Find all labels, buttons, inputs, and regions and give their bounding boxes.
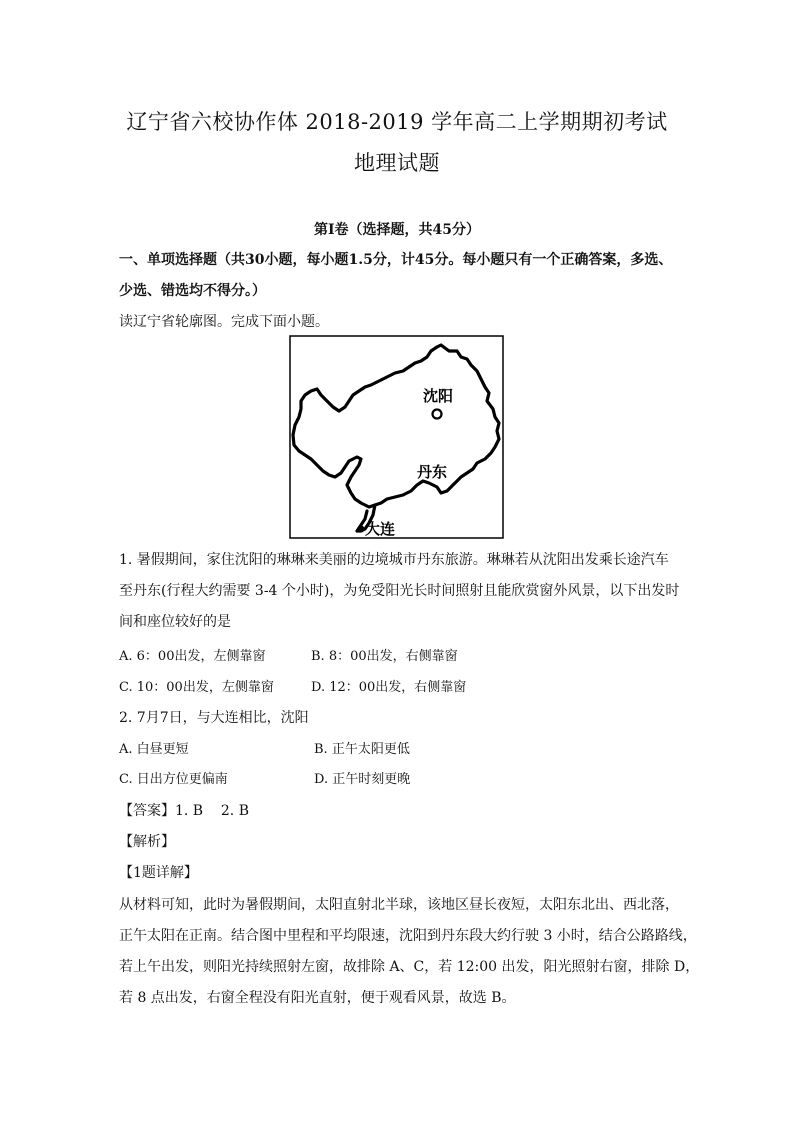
document-title: 辽宁省六校协作体 2018-2019 学年高二上学期期初考试 <box>126 110 668 134</box>
question-1-line-3: 间和座位较好的是 <box>119 614 231 630</box>
detail-heading: 【1题详解】 <box>119 865 198 881</box>
question-1-option-b: B. 8：00出发，右侧靠窗 <box>311 649 458 664</box>
explanation-line-1: 从材料可知，此时为暑假期间，太阳直射北半球，该地区昼长夜短，太阳东北出、西北落， <box>119 897 679 913</box>
dandong-label: 丹东 <box>417 463 448 481</box>
liaoning-outline-map <box>289 335 504 539</box>
question-2-option-a: A. 白昼更短 <box>119 742 189 757</box>
instructions-line-1: 一、单项选择题（共30小题，每小题1.5分，计45分。每小题只有一个正确答案，多选、 <box>119 252 673 268</box>
explanation-line-3: 若上午出发，则阳光持续照射左窗，故排除 A、C，若 12:00 出发，阳光照射右窗，排除 D， <box>119 959 700 975</box>
question-1-option-d: D. 12：00出发，右侧靠窗 <box>311 680 467 695</box>
question-1-option-c: C. 10：00出发，左侧靠窗 <box>119 680 274 695</box>
question-2-option-c: C. 日出方位更偏南 <box>119 772 228 787</box>
answer-line: 【答案】1. B 2. B <box>119 803 249 819</box>
question-1-option-a: A. 6：00出发，左侧靠窗 <box>119 649 266 664</box>
question-1-line-2: 至丹东(行程大约需要 3-4 个小时)，为免受阳光长时间照射且能欣赏窗外风景，以下出发时 <box>119 583 680 599</box>
instructions-line-2: 少选、错选均不得分。） <box>119 283 266 299</box>
shenyang-label: 沈阳 <box>423 387 454 405</box>
explanation-line-4: 若 8 点出发，右窗全程没有阳光直射，便于观看风景，故选 B。 <box>119 990 516 1006</box>
dalian-marker <box>358 526 365 533</box>
question-2-option-b: B. 正午太阳更低 <box>314 742 410 757</box>
question-2-option-d: D. 正午时刻更晚 <box>314 772 411 787</box>
question-2-line-1: 2. 7月7日，与大连相比，沈阳 <box>119 710 309 726</box>
map-intro: 读辽宁省轮廓图。完成下面小题。 <box>119 314 329 330</box>
analysis-heading: 【解析】 <box>119 834 175 850</box>
document-subtitle: 地理试题 <box>354 151 440 175</box>
explanation-line-2: 正午太阳在正南。结合图中里程和平均限速，沈阳到丹东段大约行驶 3 小时，结合公路路线， <box>119 928 697 944</box>
section-title: 第Ⅰ卷（选择题，共45分） <box>313 222 481 238</box>
dalian-label: 大连 <box>365 520 396 538</box>
shenyang-marker <box>433 410 442 419</box>
question-1-line-1: 1. 暑假期间，家住沈阳的琳琳来美丽的边境城市丹东旅游。琳琳若从沈阳出发乘长途汽车 <box>119 552 669 568</box>
